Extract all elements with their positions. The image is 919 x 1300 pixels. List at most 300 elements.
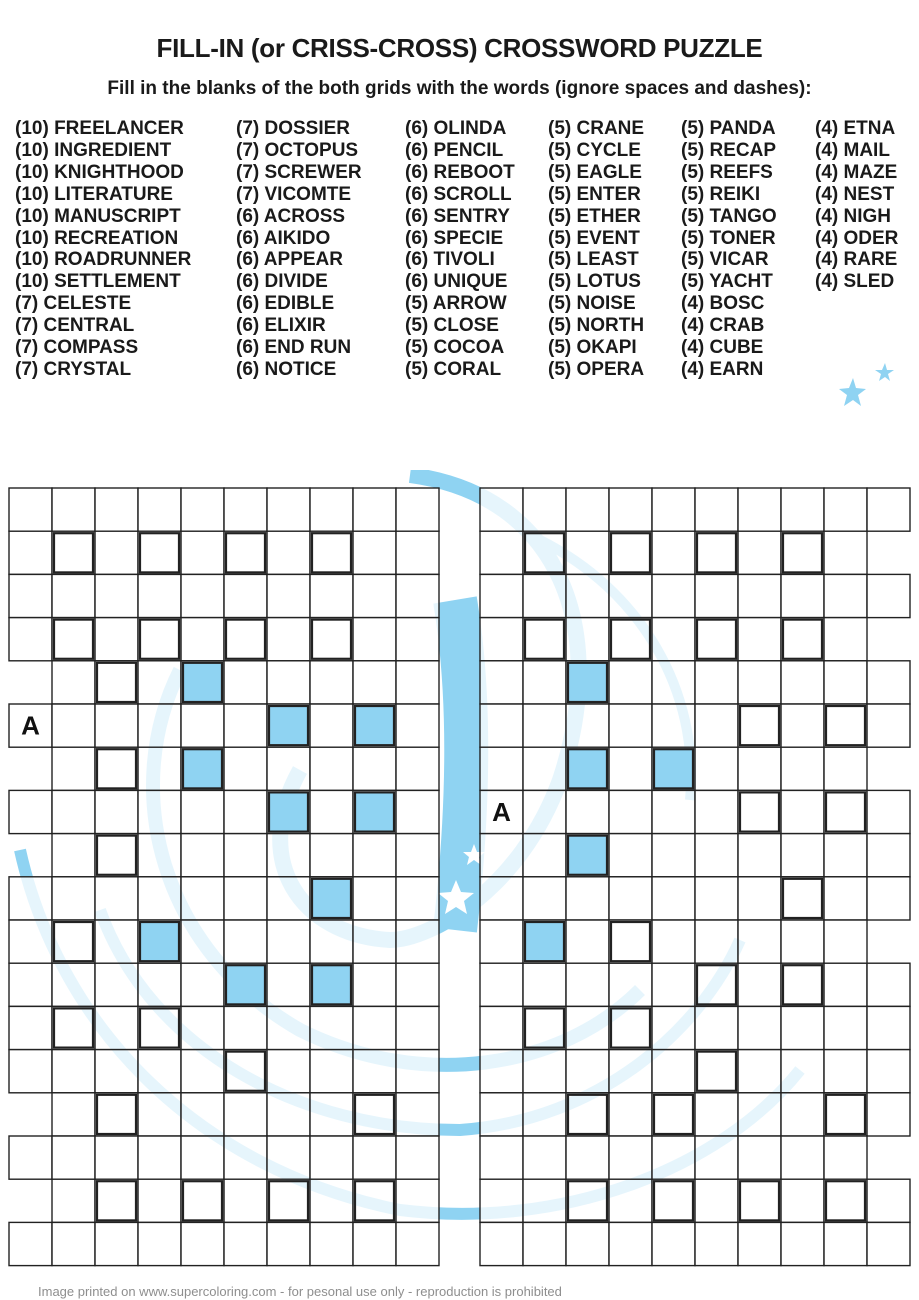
grid-cell[interactable] bbox=[310, 834, 353, 877]
grid-cell[interactable] bbox=[867, 574, 910, 617]
grid-cell[interactable] bbox=[267, 963, 310, 1006]
grid-cell[interactable] bbox=[396, 1006, 439, 1049]
grid-cell[interactable] bbox=[95, 963, 138, 1006]
grid-cell[interactable] bbox=[824, 1179, 867, 1222]
grid-cell[interactable] bbox=[652, 1179, 695, 1222]
grid-cell[interactable] bbox=[523, 790, 566, 833]
grid-cell[interactable] bbox=[52, 1179, 95, 1222]
grid-cell[interactable] bbox=[566, 963, 609, 1006]
grid-cell[interactable] bbox=[781, 1179, 824, 1222]
grid-cell[interactable] bbox=[652, 1136, 695, 1179]
grid-cell[interactable] bbox=[181, 1006, 224, 1049]
grid-cell[interactable] bbox=[396, 877, 439, 920]
grid-cell[interactable] bbox=[695, 1006, 738, 1049]
grid-cell[interactable] bbox=[695, 834, 738, 877]
grid-cell[interactable] bbox=[52, 1050, 95, 1093]
grid-cell[interactable] bbox=[609, 661, 652, 704]
grid-cell[interactable] bbox=[738, 963, 781, 1006]
grid-cell[interactable] bbox=[267, 531, 310, 574]
grid-cell[interactable] bbox=[138, 747, 181, 790]
grid-cell[interactable] bbox=[738, 834, 781, 877]
grid-cell[interactable] bbox=[480, 704, 523, 747]
grid-cell[interactable] bbox=[267, 747, 310, 790]
grid-cell[interactable] bbox=[652, 834, 695, 877]
grid-cell[interactable] bbox=[867, 1222, 910, 1265]
grid-cell[interactable] bbox=[181, 877, 224, 920]
grid-cell[interactable] bbox=[824, 1222, 867, 1265]
grid-cell[interactable] bbox=[652, 531, 695, 574]
grid-cell[interactable] bbox=[267, 1179, 310, 1222]
grid-cell[interactable] bbox=[695, 1136, 738, 1179]
grid-cell[interactable] bbox=[781, 790, 824, 833]
grid-cell[interactable] bbox=[224, 790, 267, 833]
grid-cell[interactable] bbox=[781, 747, 824, 790]
grid-cell[interactable] bbox=[9, 1050, 52, 1093]
grid-cell[interactable] bbox=[738, 1006, 781, 1049]
grid-cell[interactable] bbox=[824, 790, 867, 833]
grid-cell[interactable] bbox=[181, 920, 224, 963]
grid-cell[interactable] bbox=[310, 920, 353, 963]
grid-cell[interactable] bbox=[652, 1093, 695, 1136]
grid-cell[interactable] bbox=[523, 1093, 566, 1136]
grid-cell[interactable] bbox=[867, 1179, 910, 1222]
grid-cell[interactable] bbox=[396, 1179, 439, 1222]
grid-cell[interactable] bbox=[652, 618, 695, 661]
grid-cell[interactable] bbox=[224, 1006, 267, 1049]
grid-cell[interactable] bbox=[52, 661, 95, 704]
grid-cell[interactable] bbox=[824, 963, 867, 1006]
grid-cell[interactable] bbox=[95, 618, 138, 661]
grid-cell[interactable] bbox=[781, 1093, 824, 1136]
grid-cell[interactable] bbox=[138, 488, 181, 531]
grid-cell[interactable] bbox=[138, 877, 181, 920]
grid-cell[interactable] bbox=[181, 834, 224, 877]
grid-cell[interactable] bbox=[480, 747, 523, 790]
grid-cell[interactable] bbox=[95, 488, 138, 531]
grid-cell[interactable] bbox=[267, 920, 310, 963]
grid-cell[interactable] bbox=[138, 1093, 181, 1136]
grid-cell[interactable] bbox=[480, 1222, 523, 1265]
grid-cell[interactable] bbox=[523, 834, 566, 877]
grid-cell[interactable] bbox=[738, 1136, 781, 1179]
grid-cell[interactable] bbox=[310, 790, 353, 833]
grid-cell[interactable] bbox=[566, 1222, 609, 1265]
grid-cell[interactable] bbox=[138, 661, 181, 704]
grid-cell[interactable] bbox=[523, 963, 566, 1006]
grid-cell[interactable] bbox=[523, 1050, 566, 1093]
grid-cell[interactable] bbox=[566, 704, 609, 747]
grid-cell[interactable] bbox=[353, 1179, 396, 1222]
grid-cell[interactable] bbox=[181, 1222, 224, 1265]
grid-cell[interactable] bbox=[353, 1222, 396, 1265]
grid-cell[interactable] bbox=[609, 618, 652, 661]
grid-cell[interactable] bbox=[95, 1006, 138, 1049]
grid-cell[interactable] bbox=[609, 1222, 652, 1265]
grid-cell[interactable] bbox=[566, 1179, 609, 1222]
grid-cell[interactable] bbox=[52, 834, 95, 877]
grid-cell[interactable] bbox=[824, 618, 867, 661]
grid-cell[interactable] bbox=[224, 1050, 267, 1093]
grid-cell[interactable] bbox=[310, 1093, 353, 1136]
grid-cell[interactable] bbox=[310, 531, 353, 574]
grid-cell[interactable] bbox=[480, 920, 523, 963]
grid-cell[interactable] bbox=[480, 963, 523, 1006]
grid-cell[interactable] bbox=[695, 618, 738, 661]
grid-cell[interactable] bbox=[695, 790, 738, 833]
grid-cell[interactable] bbox=[609, 1093, 652, 1136]
grid-cell[interactable] bbox=[609, 790, 652, 833]
grid-cell[interactable] bbox=[310, 661, 353, 704]
grid-cell[interactable] bbox=[738, 704, 781, 747]
grid-cell[interactable] bbox=[181, 1136, 224, 1179]
grid-cell[interactable] bbox=[609, 1050, 652, 1093]
grid-cell[interactable] bbox=[181, 531, 224, 574]
grid-cell[interactable] bbox=[566, 531, 609, 574]
grid-cell[interactable] bbox=[480, 574, 523, 617]
grid-cell[interactable] bbox=[310, 488, 353, 531]
grid-cell[interactable] bbox=[353, 1050, 396, 1093]
grid-cell[interactable] bbox=[695, 1093, 738, 1136]
grid-cell[interactable] bbox=[181, 963, 224, 1006]
grid-cell[interactable] bbox=[52, 877, 95, 920]
grid-cell[interactable] bbox=[480, 661, 523, 704]
grid-cell[interactable] bbox=[523, 1136, 566, 1179]
grid-cell[interactable] bbox=[566, 1136, 609, 1179]
grid-cell[interactable] bbox=[396, 963, 439, 1006]
grid-cell[interactable] bbox=[138, 1222, 181, 1265]
grid-cell[interactable] bbox=[480, 618, 523, 661]
grid-cell[interactable] bbox=[867, 1050, 910, 1093]
grid-cell[interactable] bbox=[566, 1093, 609, 1136]
grid-cell[interactable] bbox=[781, 488, 824, 531]
grid-cell[interactable] bbox=[566, 574, 609, 617]
grid-cell[interactable] bbox=[224, 920, 267, 963]
grid-cell[interactable] bbox=[824, 1050, 867, 1093]
grid-cell[interactable] bbox=[781, 963, 824, 1006]
grid-cell[interactable] bbox=[824, 1006, 867, 1049]
grid-cell[interactable] bbox=[353, 661, 396, 704]
grid-cell[interactable] bbox=[738, 661, 781, 704]
grid-cell[interactable] bbox=[480, 1093, 523, 1136]
grid-cell[interactable] bbox=[781, 834, 824, 877]
grid-cell[interactable] bbox=[181, 1050, 224, 1093]
grid-cell[interactable] bbox=[652, 1050, 695, 1093]
grid-cell[interactable] bbox=[181, 1179, 224, 1222]
grid-cell[interactable] bbox=[224, 1179, 267, 1222]
grid-cell[interactable] bbox=[566, 920, 609, 963]
grid-cell[interactable] bbox=[95, 747, 138, 790]
grid-cell[interactable] bbox=[52, 747, 95, 790]
grid-cell[interactable] bbox=[609, 1179, 652, 1222]
grid-cell[interactable] bbox=[867, 1093, 910, 1136]
grid-cell[interactable] bbox=[652, 877, 695, 920]
grid-cell[interactable] bbox=[224, 834, 267, 877]
grid-cell[interactable] bbox=[738, 618, 781, 661]
grid-cell[interactable] bbox=[609, 834, 652, 877]
grid-cell[interactable] bbox=[267, 661, 310, 704]
grid-cell[interactable] bbox=[695, 920, 738, 963]
grid-cell[interactable] bbox=[781, 1006, 824, 1049]
grid-cell[interactable] bbox=[138, 834, 181, 877]
grid-cell[interactable] bbox=[9, 1222, 52, 1265]
grid-cell[interactable] bbox=[95, 790, 138, 833]
grid-cell[interactable] bbox=[523, 1222, 566, 1265]
grid-cell[interactable] bbox=[9, 574, 52, 617]
grid-cell[interactable] bbox=[480, 1006, 523, 1049]
grid-cell[interactable] bbox=[738, 1222, 781, 1265]
grid-cell[interactable] bbox=[781, 877, 824, 920]
grid-cell[interactable] bbox=[396, 574, 439, 617]
grid-cell[interactable] bbox=[523, 661, 566, 704]
grid-cell[interactable] bbox=[566, 1006, 609, 1049]
grid-cell[interactable] bbox=[867, 704, 910, 747]
grid-cell[interactable] bbox=[867, 790, 910, 833]
grid-cell[interactable] bbox=[353, 1093, 396, 1136]
grid-cell[interactable] bbox=[867, 661, 910, 704]
grid-cell[interactable] bbox=[609, 574, 652, 617]
grid-cell[interactable] bbox=[480, 1136, 523, 1179]
grid-cell[interactable] bbox=[138, 618, 181, 661]
grid-cell[interactable] bbox=[267, 574, 310, 617]
grid-cell[interactable] bbox=[480, 834, 523, 877]
grid-cell[interactable] bbox=[396, 618, 439, 661]
grid-cell[interactable] bbox=[181, 1093, 224, 1136]
grid-cell[interactable] bbox=[95, 1179, 138, 1222]
grid-cell[interactable] bbox=[95, 1093, 138, 1136]
grid-cell[interactable] bbox=[824, 661, 867, 704]
grid-cell[interactable] bbox=[138, 531, 181, 574]
grid-cell[interactable] bbox=[353, 1136, 396, 1179]
grid-cell[interactable] bbox=[396, 1050, 439, 1093]
grid-cell[interactable] bbox=[224, 531, 267, 574]
grid-cell[interactable] bbox=[267, 1006, 310, 1049]
grid-cell[interactable] bbox=[523, 488, 566, 531]
grid-cell[interactable] bbox=[267, 1222, 310, 1265]
grid-cell[interactable] bbox=[353, 877, 396, 920]
grid-cell[interactable] bbox=[566, 488, 609, 531]
grid-cell[interactable] bbox=[609, 704, 652, 747]
grid-cell[interactable] bbox=[9, 488, 52, 531]
grid-cell[interactable] bbox=[224, 488, 267, 531]
grid-cell[interactable] bbox=[396, 920, 439, 963]
grid-cell[interactable] bbox=[824, 574, 867, 617]
grid-cell[interactable] bbox=[867, 1006, 910, 1049]
grid-cell[interactable] bbox=[781, 920, 824, 963]
grid-cell[interactable] bbox=[867, 834, 910, 877]
grid-cell[interactable] bbox=[224, 1222, 267, 1265]
grid-cell[interactable] bbox=[523, 747, 566, 790]
grid-cell[interactable] bbox=[353, 531, 396, 574]
grid-cell[interactable] bbox=[695, 747, 738, 790]
grid-cell[interactable] bbox=[52, 1093, 95, 1136]
grid-cell[interactable] bbox=[781, 1136, 824, 1179]
grid-cell[interactable] bbox=[52, 963, 95, 1006]
grid-cell[interactable] bbox=[95, 531, 138, 574]
grid-cell[interactable] bbox=[738, 877, 781, 920]
grid-cell[interactable] bbox=[52, 920, 95, 963]
grid-cell[interactable] bbox=[609, 920, 652, 963]
grid-cell[interactable] bbox=[523, 1179, 566, 1222]
grid-cell[interactable] bbox=[267, 488, 310, 531]
grid-cell[interactable] bbox=[824, 488, 867, 531]
grid-cell[interactable] bbox=[738, 1179, 781, 1222]
grid-cell[interactable] bbox=[52, 1222, 95, 1265]
grid-cell[interactable] bbox=[652, 704, 695, 747]
grid-cell[interactable] bbox=[695, 531, 738, 574]
grid-cell[interactable] bbox=[9, 877, 52, 920]
grid-cell[interactable] bbox=[138, 790, 181, 833]
grid-cell[interactable] bbox=[781, 574, 824, 617]
grid-cell[interactable] bbox=[824, 704, 867, 747]
grid-cell[interactable] bbox=[353, 1006, 396, 1049]
grid-cell[interactable] bbox=[267, 618, 310, 661]
grid-cell[interactable] bbox=[353, 574, 396, 617]
grid-cell[interactable] bbox=[9, 963, 52, 1006]
grid-cell[interactable] bbox=[523, 574, 566, 617]
grid-cell[interactable] bbox=[867, 488, 910, 531]
grid-cell[interactable] bbox=[523, 877, 566, 920]
grid-cell[interactable] bbox=[824, 834, 867, 877]
grid-cell[interactable] bbox=[138, 1050, 181, 1093]
grid-cell[interactable] bbox=[695, 488, 738, 531]
grid-cell[interactable] bbox=[224, 1136, 267, 1179]
grid-cell[interactable] bbox=[824, 1136, 867, 1179]
grid-cell[interactable] bbox=[867, 963, 910, 1006]
grid-cell[interactable] bbox=[224, 877, 267, 920]
grid-cell[interactable] bbox=[52, 531, 95, 574]
grid-cell[interactable] bbox=[695, 1050, 738, 1093]
grid-cell[interactable] bbox=[396, 1136, 439, 1179]
grid-cell[interactable] bbox=[652, 790, 695, 833]
grid-cell[interactable] bbox=[353, 834, 396, 877]
grid-cell[interactable] bbox=[523, 704, 566, 747]
grid-cell[interactable] bbox=[353, 963, 396, 1006]
grid-cell[interactable] bbox=[267, 1093, 310, 1136]
grid-cell[interactable] bbox=[181, 488, 224, 531]
grid-cell[interactable] bbox=[138, 1006, 181, 1049]
grid-cell[interactable] bbox=[738, 531, 781, 574]
grid-cell[interactable] bbox=[353, 488, 396, 531]
grid-cell[interactable] bbox=[267, 877, 310, 920]
grid-cell[interactable] bbox=[566, 877, 609, 920]
grid-cell[interactable] bbox=[95, 574, 138, 617]
grid-cell[interactable] bbox=[9, 1136, 52, 1179]
grid-cell[interactable] bbox=[781, 531, 824, 574]
grid-cell[interactable] bbox=[52, 488, 95, 531]
grid-cell[interactable] bbox=[396, 661, 439, 704]
grid-cell[interactable] bbox=[310, 704, 353, 747]
grid-cell[interactable] bbox=[95, 1136, 138, 1179]
grid-cell[interactable] bbox=[95, 877, 138, 920]
grid-cell[interactable] bbox=[9, 531, 52, 574]
grid-cell[interactable] bbox=[824, 747, 867, 790]
grid-cell[interactable] bbox=[95, 920, 138, 963]
grid-cell[interactable] bbox=[52, 704, 95, 747]
grid-cell[interactable] bbox=[396, 488, 439, 531]
grid-cell[interactable] bbox=[95, 1050, 138, 1093]
grid-cell[interactable] bbox=[224, 574, 267, 617]
grid-cell[interactable] bbox=[267, 834, 310, 877]
grid-cell[interactable] bbox=[738, 747, 781, 790]
grid-cell[interactable] bbox=[396, 704, 439, 747]
grid-cell[interactable] bbox=[609, 747, 652, 790]
grid-cell[interactable] bbox=[52, 1136, 95, 1179]
grid-cell[interactable] bbox=[138, 963, 181, 1006]
grid-cell[interactable] bbox=[353, 920, 396, 963]
grid-cell[interactable] bbox=[652, 1006, 695, 1049]
grid-cell[interactable] bbox=[695, 1222, 738, 1265]
grid-cell[interactable] bbox=[224, 618, 267, 661]
grid-cell[interactable] bbox=[652, 661, 695, 704]
grid-cell[interactable] bbox=[9, 790, 52, 833]
grid-cell[interactable] bbox=[9, 920, 52, 963]
grid-cell[interactable] bbox=[396, 531, 439, 574]
grid-cell[interactable] bbox=[310, 1136, 353, 1179]
grid-cell[interactable] bbox=[52, 618, 95, 661]
grid-cell[interactable] bbox=[738, 488, 781, 531]
grid-cell[interactable] bbox=[480, 877, 523, 920]
grid-cell[interactable] bbox=[310, 747, 353, 790]
grid-cell[interactable] bbox=[738, 790, 781, 833]
grid-cell[interactable] bbox=[224, 704, 267, 747]
grid-cell[interactable] bbox=[267, 1136, 310, 1179]
grid-cell[interactable] bbox=[695, 963, 738, 1006]
grid-cell[interactable] bbox=[310, 1179, 353, 1222]
grid-cell[interactable] bbox=[824, 877, 867, 920]
grid-cell[interactable] bbox=[695, 661, 738, 704]
grid-cell[interactable] bbox=[181, 618, 224, 661]
grid-cell[interactable] bbox=[566, 1050, 609, 1093]
grid-cell[interactable] bbox=[652, 920, 695, 963]
grid-cell[interactable] bbox=[824, 920, 867, 963]
grid-cell[interactable] bbox=[181, 704, 224, 747]
grid-cell[interactable] bbox=[52, 574, 95, 617]
grid-cell[interactable] bbox=[52, 1006, 95, 1049]
grid-cell[interactable] bbox=[609, 963, 652, 1006]
grid-cell[interactable] bbox=[396, 790, 439, 833]
grid-cell[interactable] bbox=[738, 1093, 781, 1136]
grid-cell[interactable] bbox=[9, 618, 52, 661]
grid-cell[interactable] bbox=[9, 1006, 52, 1049]
grid-cell[interactable] bbox=[566, 790, 609, 833]
grid-cell[interactable] bbox=[95, 661, 138, 704]
grid-cell[interactable] bbox=[480, 1050, 523, 1093]
grid-cell[interactable] bbox=[652, 488, 695, 531]
grid-cell[interactable] bbox=[523, 1006, 566, 1049]
grid-cell[interactable] bbox=[310, 1050, 353, 1093]
grid-cell[interactable] bbox=[224, 747, 267, 790]
grid-cell[interactable] bbox=[396, 747, 439, 790]
grid-cell[interactable] bbox=[609, 488, 652, 531]
grid-cell[interactable] bbox=[609, 1136, 652, 1179]
grid-cell[interactable] bbox=[396, 834, 439, 877]
grid-cell[interactable] bbox=[781, 661, 824, 704]
grid-cell[interactable] bbox=[138, 704, 181, 747]
grid-cell[interactable] bbox=[310, 1006, 353, 1049]
grid-cell[interactable] bbox=[181, 574, 224, 617]
grid-cell[interactable] bbox=[652, 963, 695, 1006]
grid-cell[interactable] bbox=[396, 1093, 439, 1136]
grid-cell[interactable] bbox=[224, 1093, 267, 1136]
grid-cell[interactable] bbox=[695, 1179, 738, 1222]
grid-cell[interactable] bbox=[781, 704, 824, 747]
grid-cell[interactable] bbox=[738, 920, 781, 963]
grid-cell[interactable] bbox=[480, 1179, 523, 1222]
grid-cell[interactable] bbox=[523, 531, 566, 574]
grid-cell[interactable] bbox=[609, 877, 652, 920]
grid-cell[interactable] bbox=[396, 1222, 439, 1265]
grid-cell[interactable] bbox=[867, 877, 910, 920]
